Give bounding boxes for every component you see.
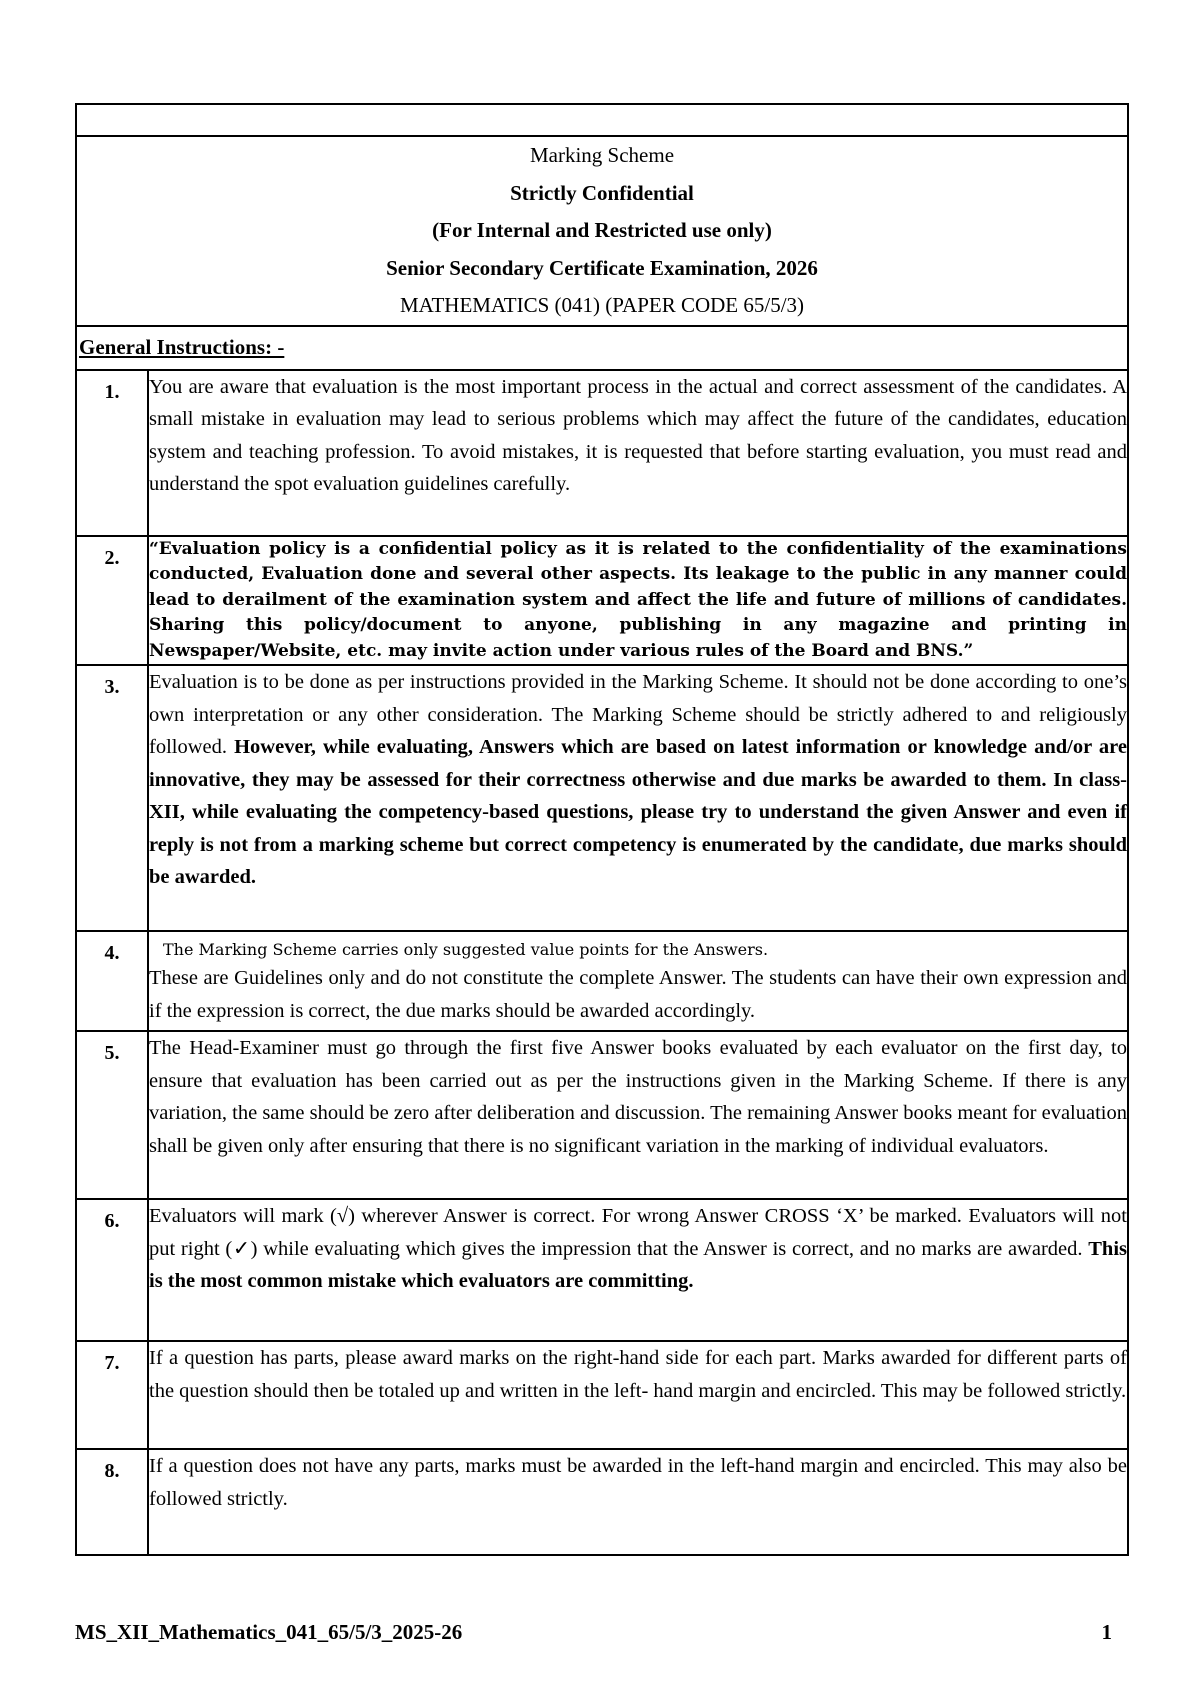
header-title: Marking Scheme	[529, 143, 675, 167]
header-exam: Senior Secondary Certificate Examination, 2026	[386, 255, 818, 280]
header-confidential: Strictly Confidential	[510, 180, 694, 205]
instruction-row	[76, 1449, 1128, 1555]
header-subject: MATHEMATICS (041) (PAPER CODE 65/5/3)	[399, 293, 805, 317]
instruction-number: 8.	[76, 1449, 148, 1555]
instruction-text	[148, 665, 1128, 931]
instruction-row	[76, 536, 1128, 666]
header-restricted: (For Internal and Restricted use only)	[432, 218, 772, 242]
instruction-text-plain: Evaluators will mark (√) wherever Answer is correct. For wrong Answer CROSS ‘X’ be marked. Evaluators will not put right (✓) while evaluating which gives the impression that the Answer is correct, and no marks are awarded.	[149, 1205, 1127, 1260]
general-instructions-heading: General Instructions: -	[79, 334, 285, 359]
footer-page-number: 1	[1101, 1620, 1112, 1644]
instruction-number: 4.	[76, 931, 148, 1031]
instruction-row	[76, 370, 1128, 536]
instruction-text-bold: This is the most common mistake which evaluators are committing.	[149, 1237, 1127, 1292]
instruction-text	[148, 931, 1128, 1031]
footer-document-code: MS_XII_Mathematics_041_65/5/3_2025-26	[75, 1620, 463, 1644]
instruction-text: If a question does not have any parts, marks must be awarded in the left-hand margin and encircled. This may also be followed strictly.	[148, 1449, 1128, 1555]
instruction-number: 6.	[76, 1199, 148, 1341]
instruction-text-bold: However, while evaluating, Answers which are based on latest information or knowledge and/or are innovative, they may be assessed for their correctness otherwise and due marks be awarded to them. In class-XII, while evaluating the competency-based questions, please try to understand the given Answer and even if reply is not from a marking scheme but correct competency is enumerated by the candidate, due marks should be awarded.	[149, 736, 1127, 888]
instruction-row	[76, 931, 1128, 1031]
instruction-text: You are aware that evaluation is the most important process in the actual and correct assessment of the candidates. A small mistake in evaluation may lead to serious problems which may affect the future of the candidates, education system and teaching profession. To avoid mistakes, it is requested that before starting evaluation, you must read and understand the spot evaluation guidelines carefully.	[148, 370, 1128, 536]
instruction-number: 7.	[76, 1341, 148, 1449]
header-row	[76, 136, 1128, 326]
header-cell	[76, 136, 1128, 326]
instruction-row	[76, 1199, 1128, 1341]
instruction-number: 1.	[76, 370, 148, 536]
instruction-text-main: These are Guidelines only and do not constitute the complete Answer. The students can have their own expression and if the expression is correct, the due marks should be awarded accordingly.	[149, 967, 1127, 1022]
general-instructions-row	[76, 326, 1128, 370]
instruction-text: The Head-Examiner must go through the first five Answer books evaluated by each evaluator on the first day, to ensure that evaluation has been carried out as per the instructions given in the Marking Scheme. If there is any variation, the same should be zero after deliberation and discussion. The remaining Answer books meant for evaluation shall be given only after ensuring that there is no significant variation in the marking of individual evaluators.	[148, 1031, 1128, 1199]
instructions-table	[75, 103, 1129, 1556]
instruction-row	[76, 1031, 1128, 1199]
instruction-text-plain: Evaluation is to be done as per instructions provided in the Marking Scheme. It should not be done according to one’s own interpretation or any other consideration. The Marking Scheme should be strictly adhered to and religiously followed.	[149, 671, 1127, 758]
instruction-text-small: The Marking Scheme carries only suggested value points for the Answers.	[163, 940, 769, 959]
instruction-number: 5.	[76, 1031, 148, 1199]
instruction-number: 2.	[76, 536, 148, 666]
blank-top-row	[76, 104, 1128, 136]
instruction-row	[76, 665, 1128, 931]
instruction-text	[148, 1199, 1128, 1341]
instruction-text: “Evaluation policy is a confidential policy as it is related to the confidentiality of the examinations conducted, Evaluation done and several other aspects. Its leakage to the public in any manner could lead to derailment of the examination system and affect the life and future of millions of candidates. Sharing this policy/document to anyone, publishing in any magazine and printing in Newspaper/Website, etc. may invite action under various rules of the Board and BNS.”	[148, 536, 1128, 666]
instruction-row	[76, 1341, 1128, 1449]
instruction-text: If a question has parts, please award marks on the right-hand side for each part. Marks awarded for different parts of the question should then be totaled up and written in the left- hand margin and encircled. This may be followed strictly.	[148, 1341, 1128, 1449]
instruction-number: 3.	[76, 665, 148, 931]
